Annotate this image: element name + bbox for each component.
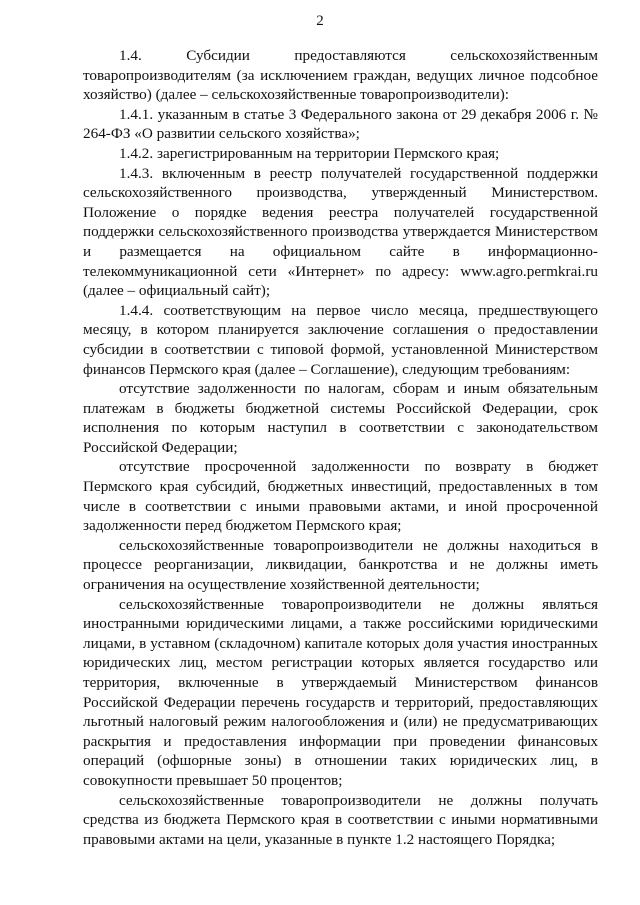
paragraph-1-4-4: 1.4.4. соответствующим на первое число месяца, предшествующего месяцу, в котором планируется заключение соглашения о предоставлении субсидии в соответствии с типовой формой, установленной Министерством финансов Пермского края (далее – Соглашение), следующим требованиям: [83,301,598,378]
requirement-not-foreign-entity: сельскохозяйственные товаропроизводители не должны являться иностранными юридическими лицами, а также российскими юридическими лицами, в уставном (складочном) капитале которых доля участия иностранных юридических лиц, местом регистрации которых является государство или территория, включенные в утверждаемый Министерством финансов Российской Федерации перечень государств и территорий, предоставляющих льготный налоговый режим налогообложения и (или) не предусматривающих раскрытия и предоставления информации при проведении финансовых операций (офшорные зоны) в отношении таких юридических лиц, в совокупности превышает 50 процентов; [83,595,598,789]
requirement-no-overdue-debt: отсутствие просроченной задолженности по возврату в бюджет Пермского края субсидий, бюджетных инвестиций, предоставленных в том числе в соответствии с иными правовыми актами, и иной просроченной задолженности перед бюджетом Пермского края; [83,458,598,535]
document-body [83,46,598,849]
page-number: 2 [316,13,324,29]
requirement-no-reorganization: сельскохозяйственные товаропроизводители не должны находиться в процессе реорганизации, ликвидации, банкротства и не должны иметь ограничения на осуществление хозяйственной деятельности; [83,536,598,594]
paragraph-1-4-3: 1.4.3. включенным в реестр получателей государственной поддержки сельскохозяйственного производства, утвержденный Министерством. Положение о порядке ведения реестра получателей государственной поддержки сельскохозяйственного производства утверждается Министерством и размещается на официальном сайте в информационно-телекоммуникационной сети «Интернет» по адресу: www.agro.permkrai.ru (далее – официальный сайт); [83,164,598,300]
requirement-no-other-funding: сельскохозяйственные товаропроизводители не должны получать средства из бюджета Пермского края в соответствии с иными нормативными правовыми актами на цели, указанные в пункте 1.2 настоящего Порядка; [83,791,598,848]
requirement-no-tax-debt: отсутствие задолженности по налогам, сборам и иным обязательным платежам в бюджеты бюджетной системы Российской Федерации, срок исполнения по которым наступил в соответствии с законодательством Российской Федерации; [83,380,598,456]
paragraph-1-4-1: 1.4.1. указанным в статье 3 Федерального закона от 29 декабря 2006 г. № 264-ФЗ «О развитии сельского хозяйства»; [83,105,598,143]
paragraph-1-4: 1.4. Субсидии предоставляются сельскохозяйственным товаропроизводителям (за исключением граждан, ведущих личное подсобное хозяйство) (далее – сельскохозяйственные товаропроизводители): [83,47,598,104]
paragraph-1-4-2: 1.4.2. зарегистрированным на территории Пермского края; [119,144,500,162]
